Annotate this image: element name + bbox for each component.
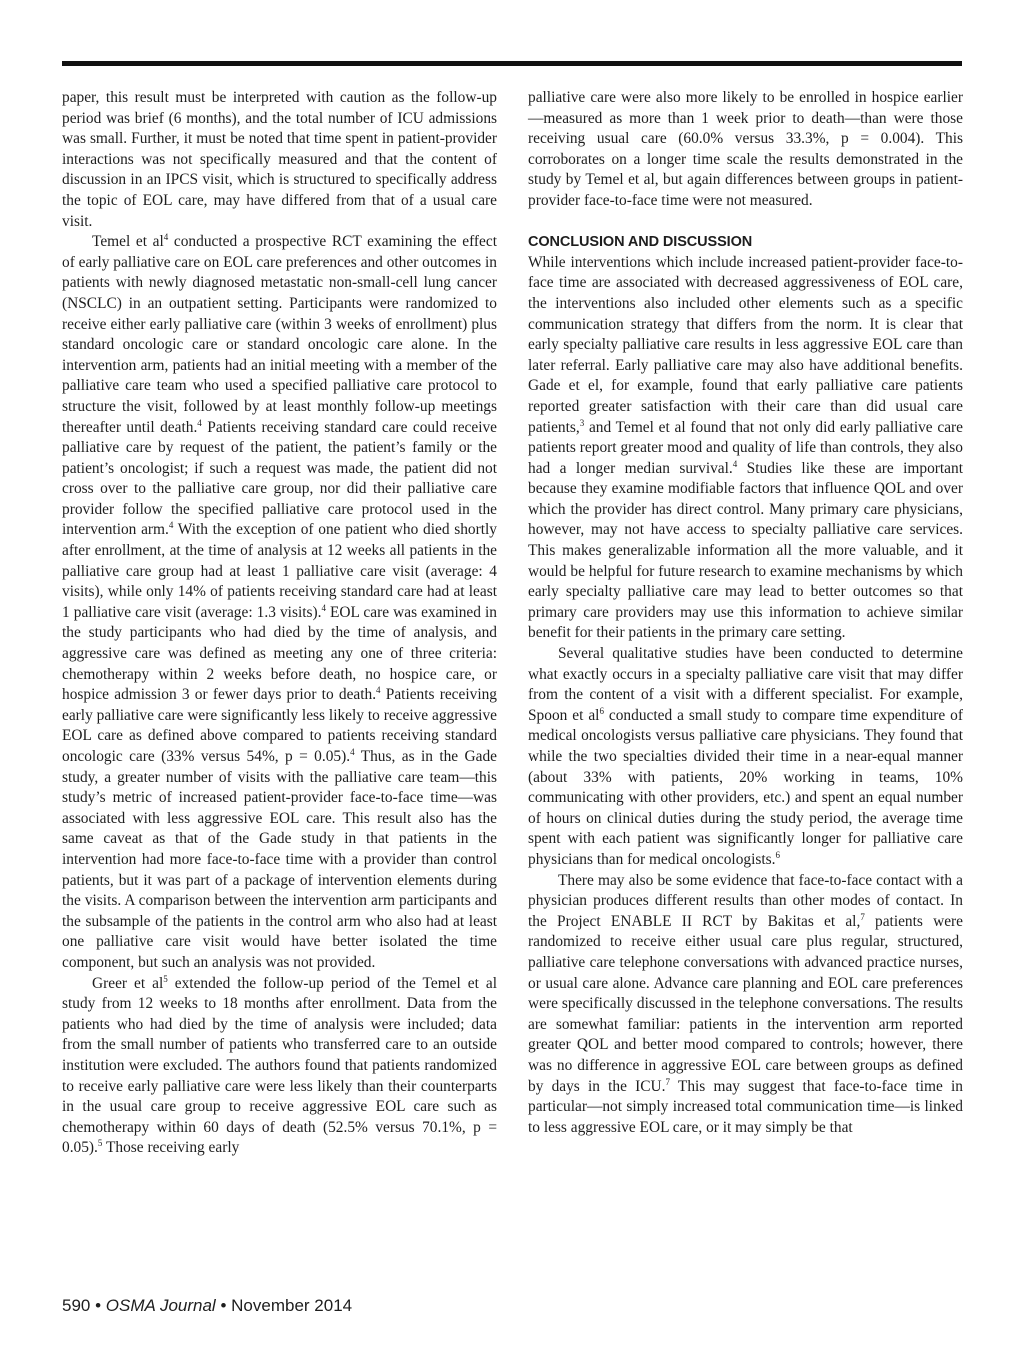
citation-ref: 3 (579, 417, 585, 428)
page-number: 590 (62, 1296, 91, 1315)
citation-ref: 6 (599, 705, 604, 716)
page-footer (62, 1296, 352, 1316)
right-column (528, 88, 963, 1138)
paragraph: Temel et $al^4$ conducted a prospective RCT examining the effect of early palliative care on EOL care preferences and other outcomes in patients with newly diagnosed metastatic non-small-cell lung cancer (NSCLC) in an outpatient setting. Participants were randomized to receive either early palliative care (within 3 weeks of enrollment) plus standard oncologic care or standard oncologic care alone. In the intervention arm, patients had an initial meeting with a member of the palliative care team who used a specified palliative care protocol to structure the visit, followed by at least monthly follow-up meetings thereafter until death.$^4$ Patients receiving standard care could receive palliative care by request of the patient, the patient’s family or the patient’s oncologist; if such a request was made, the patient did not cross over to the palliative care group, nor did their palliative care provider follow the specified palliative care protocol used in the intervention arm.$^4$ With the exception of one patient who died shortly after enrollment, at the time of analysis at 12 weeks all patients in the palliative care group had at least 1 palliative care visit (average: 4 visits), while only 14% of patients receiving standard care had at least 1 palliative care visit (average: 1.3 visits).$^4$ EOL care was examined in the study participants who had died by the time of analysis, and aggressive care was defined as meeting any one of three criteria: chemotherapy within 2 weeks before death, no hospice care, or hospice admission 3 or fewer days prior to death.$^4$ Patients receiving early palliative care were significantly less likely to receive aggressive EOL care as defined above compared to patients receiving standard oncologic care (33% versus 54%, p = 0.05).$^4$ Thus, as in the Gade study, a greater number of visits with the palliative care team—this study’s metric of increased patient-provider face-to-face time—was associated with less aggressive EOL care. This result also has the same caveat as that of the Gade study in that patients in the intervention had more face-to-face time with a provider than control patients, but it was part of a package of intervention elements during the visits. A comparison between the intervention arm participants and the subsample of the patients in the control arm who also had at least one palliative care visit would have better isolated the time component, but such an analysis was not provided. (62, 232, 497, 971)
citation-ref: 4 (197, 417, 202, 428)
header-rule (62, 61, 962, 66)
paragraph: palliative care were also more likely to be enrolled in hospice earlier—measured as more than 1 week prior to death—than were those receiving usual care (60.0% versus 33.3%, p = 0.004). This corroborates on a longer time scale the results demonstrated in the study by Temel et al, but again differences between groups in patient-provider face-to-face time were not measured. (528, 89, 963, 209)
paragraph: paper, this result must be interpreted with caution as the follow-up period was brief (6 months), and the total number of ICU admissions was small. Further, it must be noted that time spent in patient-provider interactions was not specifically measured and that the content of discussion in an IPCS visit, which is structured to specifically address the topic of EOL care, may have differed from that of a usual care visit. (62, 89, 497, 230)
paragraph: While interventions which include increased patient-provider face-to-face time are associated with decreased aggressiveness of EOL care, the interventions also included other elements such as a specific communication strategy that differs from the norm. It is clear that early specialty palliative care results in less aggressive EOL care than later referral. Early palliative care may also have additional benefits. Gade et el, for example, found that early palliative care patients reported greater satisfaction with their care than did usual care patients,$^3$ and Temel et al found that not only did early palliative care patients report greater mood and quality of life than controls, they also had a longer median survival.$^4$ Studies like these are important because they examine modifiable factors that influence QOL and over which the provider has direct control. Many primary care physicians, however, may not have access to specialty palliative care services. This makes generalizable information all the more valuable, and it would be helpful for future research to examine mechanisms by which early specialty palliative care may lead to better outcomes so that primary care providers may use this information to achieve similar benefit for their patients in the primary care setting. (528, 253, 963, 642)
citation-ref: 5 (97, 1138, 103, 1149)
paragraph: Several qualitative studies have been conducted to determine what exactly occurs in a specialty palliative care visit that may differ from the content of a visit with a different specialist. For example, Spoon et $al^6$ conducted a small study to compare time expenditure of medical oncologists versus palliative care physicians. They found that while the two specialties divided their time in a near-equal manner (about 33% with patients, 20% working in teams, 10% communicating with other providers, etc.) and spent an equal number of hours on clinical duties during the study period, the average time spent with each patient was significantly longer for palliative care physicians than for medical oncologists.$^6$ (528, 645, 963, 868)
journal-name: OSMA Journal (105, 1296, 216, 1315)
footer-separator: • (95, 1296, 102, 1315)
citation-ref: 4 (321, 602, 326, 613)
citation-ref: 4 (168, 520, 174, 531)
paragraph: There may also be some evidence that face-to-face contact with a physician produces different results than other modes of contact. In the Project ENABLE II RCT by Bakitas et al,$^7$ patients were randomized to receive either usual care plus regular, structured, palliative care telephone conversations with advanced practice nurses, or usual care alone. Advance care planning and EOL care preferences were specifically discussed in the telephone conversations. The results are somewhat familiar: patients in the intervention arm reported greater QOL and better mood compared to controls; however, there was no difference in aggressive EOL care between groups as defined by days in the ICU.$^7$ This may suggest that face-to-face time in particular—not simply increased total communication time—is linked to less aggressive EOL care, or it may simply be that (528, 871, 964, 1136)
left-column (62, 88, 497, 1159)
citation-ref: 6 (775, 849, 780, 860)
citation-ref: 4 (350, 746, 355, 757)
citation-ref: 4 (732, 458, 738, 469)
footer-separator: • (220, 1296, 227, 1315)
citation-ref: 5 (163, 973, 168, 984)
citation-ref: 4 (376, 685, 381, 696)
section-heading: CONCLUSION AND DISCUSSION (528, 234, 753, 251)
citation-ref: 7 (665, 1076, 671, 1087)
issue-date: November 2014 (231, 1296, 353, 1315)
citation-ref: 4 (163, 232, 169, 243)
citation-ref: 7 (860, 911, 865, 922)
paragraph: Greer et $al^5$ extended the follow-up period of the Temel et al study from 12 weeks to 18 months after enrollment. Data from the patients who had died by the time of analysis were included; data from the small number of patients who transferred care to an outside institution were excluded. The authors found that patients randomized to receive early palliative care were less likely than their counterparts in the usual care group to receive aggressive EOL care such as chemotherapy within 60 days of death (52.5% versus 70.1%, p = 0.05).$^5$ Those receiving early (62, 973, 498, 1157)
